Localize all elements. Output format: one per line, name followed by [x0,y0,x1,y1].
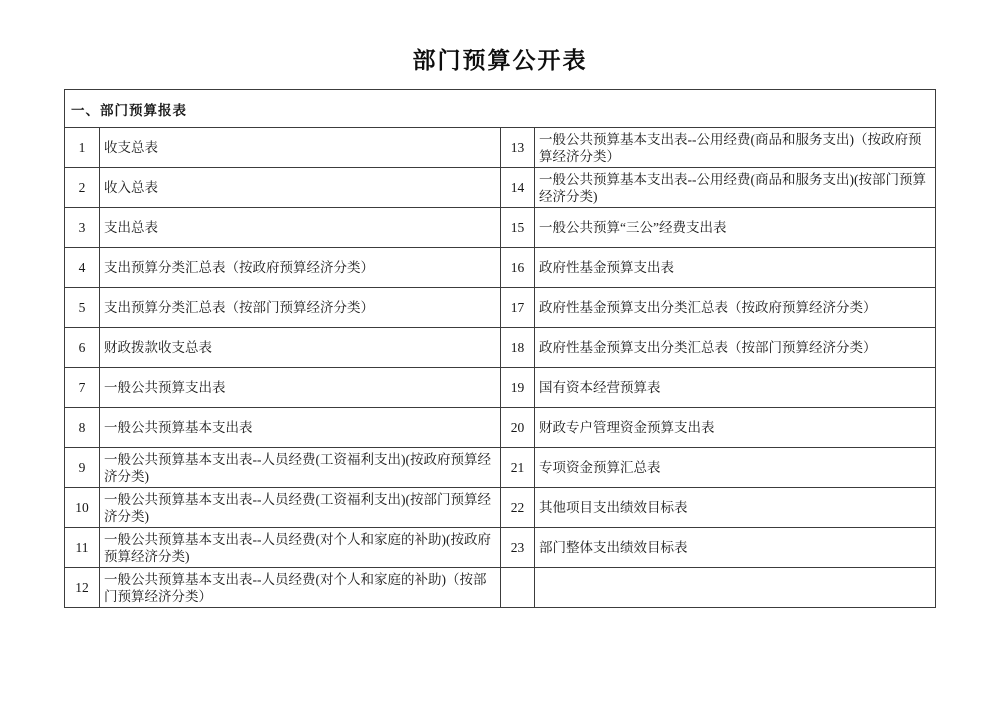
table-row [65,248,936,288]
right-row-number: 19 [501,368,535,408]
page-title: 部门预算公开表 [412,48,588,73]
table-row [65,288,936,328]
left-row-title: 支出预算分类汇总表（按政府预算经济分类） [100,248,501,288]
table-row [65,528,936,568]
left-row-title: 支出预算分类汇总表（按部门预算经济分类） [100,288,501,328]
left-row-number: 12 [65,568,100,608]
table-row [65,488,936,528]
table-row [65,128,936,168]
table-row [65,328,936,368]
right-row-title: 一般公共预算基本支出表--公用经费(商品和服务支出)（按政府预算经济分类） [535,128,936,168]
right-row-title: 财政专户管理资金预算支出表 [535,408,936,448]
right-row-number: 20 [501,408,535,448]
left-row-title: 支出总表 [100,208,501,248]
right-row-number: 21 [501,448,535,488]
right-row-number: 13 [501,128,535,168]
right-row-title: 国有资本经营预算表 [535,368,936,408]
left-row-title: 财政拨款收支总表 [100,328,501,368]
table-row [65,168,936,208]
right-row-number: 23 [501,528,535,568]
right-row-title: 其他项目支出绩效目标表 [535,488,936,528]
table-row [65,368,936,408]
budget-table [64,89,936,608]
right-row-title: 政府性基金预算支出分类汇总表（按政府预算经济分类） [535,288,936,328]
right-row-number [501,568,535,608]
left-row-title: 一般公共预算基本支出表--人员经费(工资福利支出)(按政府预算经济分类) [100,448,501,488]
right-row-number: 14 [501,168,535,208]
left-row-number: 7 [65,368,100,408]
right-row-title [535,568,936,608]
table-row [65,208,936,248]
right-row-title: 政府性基金预算支出分类汇总表（按部门预算经济分类） [535,328,936,368]
right-row-number: 16 [501,248,535,288]
section-header: 一、部门预算报表 [65,90,936,128]
budget-table-body [65,128,936,608]
right-row-title: 一般公共预算“三公”经费支出表 [535,208,936,248]
table-row [65,408,936,448]
right-row-title: 一般公共预算基本支出表--公用经费(商品和服务支出)(按部门预算经济分类) [535,168,936,208]
right-row-number: 15 [501,208,535,248]
right-row-title: 部门整体支出绩效目标表 [535,528,936,568]
left-row-number: 6 [65,328,100,368]
left-row-number: 10 [65,488,100,528]
left-row-number: 9 [65,448,100,488]
left-row-number: 3 [65,208,100,248]
left-row-title: 一般公共预算基本支出表 [100,408,501,448]
left-row-title: 一般公共预算支出表 [100,368,501,408]
left-row-title: 一般公共预算基本支出表--人员经费(对个人和家庭的补助)（按部门预算经济分类） [100,568,501,608]
left-row-title: 收入总表 [100,168,501,208]
section-header-row [65,90,936,128]
left-row-title: 一般公共预算基本支出表--人员经费(工资福利支出)(按部门预算经济分类) [100,488,501,528]
right-row-number: 22 [501,488,535,528]
right-row-title: 政府性基金预算支出表 [535,248,936,288]
left-row-number: 11 [65,528,100,568]
left-row-number: 8 [65,408,100,448]
table-row [65,568,936,608]
left-row-title: 一般公共预算基本支出表--人员经费(对个人和家庭的补助)(按政府预算经济分类) [100,528,501,568]
left-row-number: 2 [65,168,100,208]
table-row [65,448,936,488]
left-row-title: 收支总表 [100,128,501,168]
left-row-number: 5 [65,288,100,328]
right-row-title: 专项资金预算汇总表 [535,448,936,488]
left-row-number: 1 [65,128,100,168]
left-row-number: 4 [65,248,100,288]
right-row-number: 17 [501,288,535,328]
right-row-number: 18 [501,328,535,368]
